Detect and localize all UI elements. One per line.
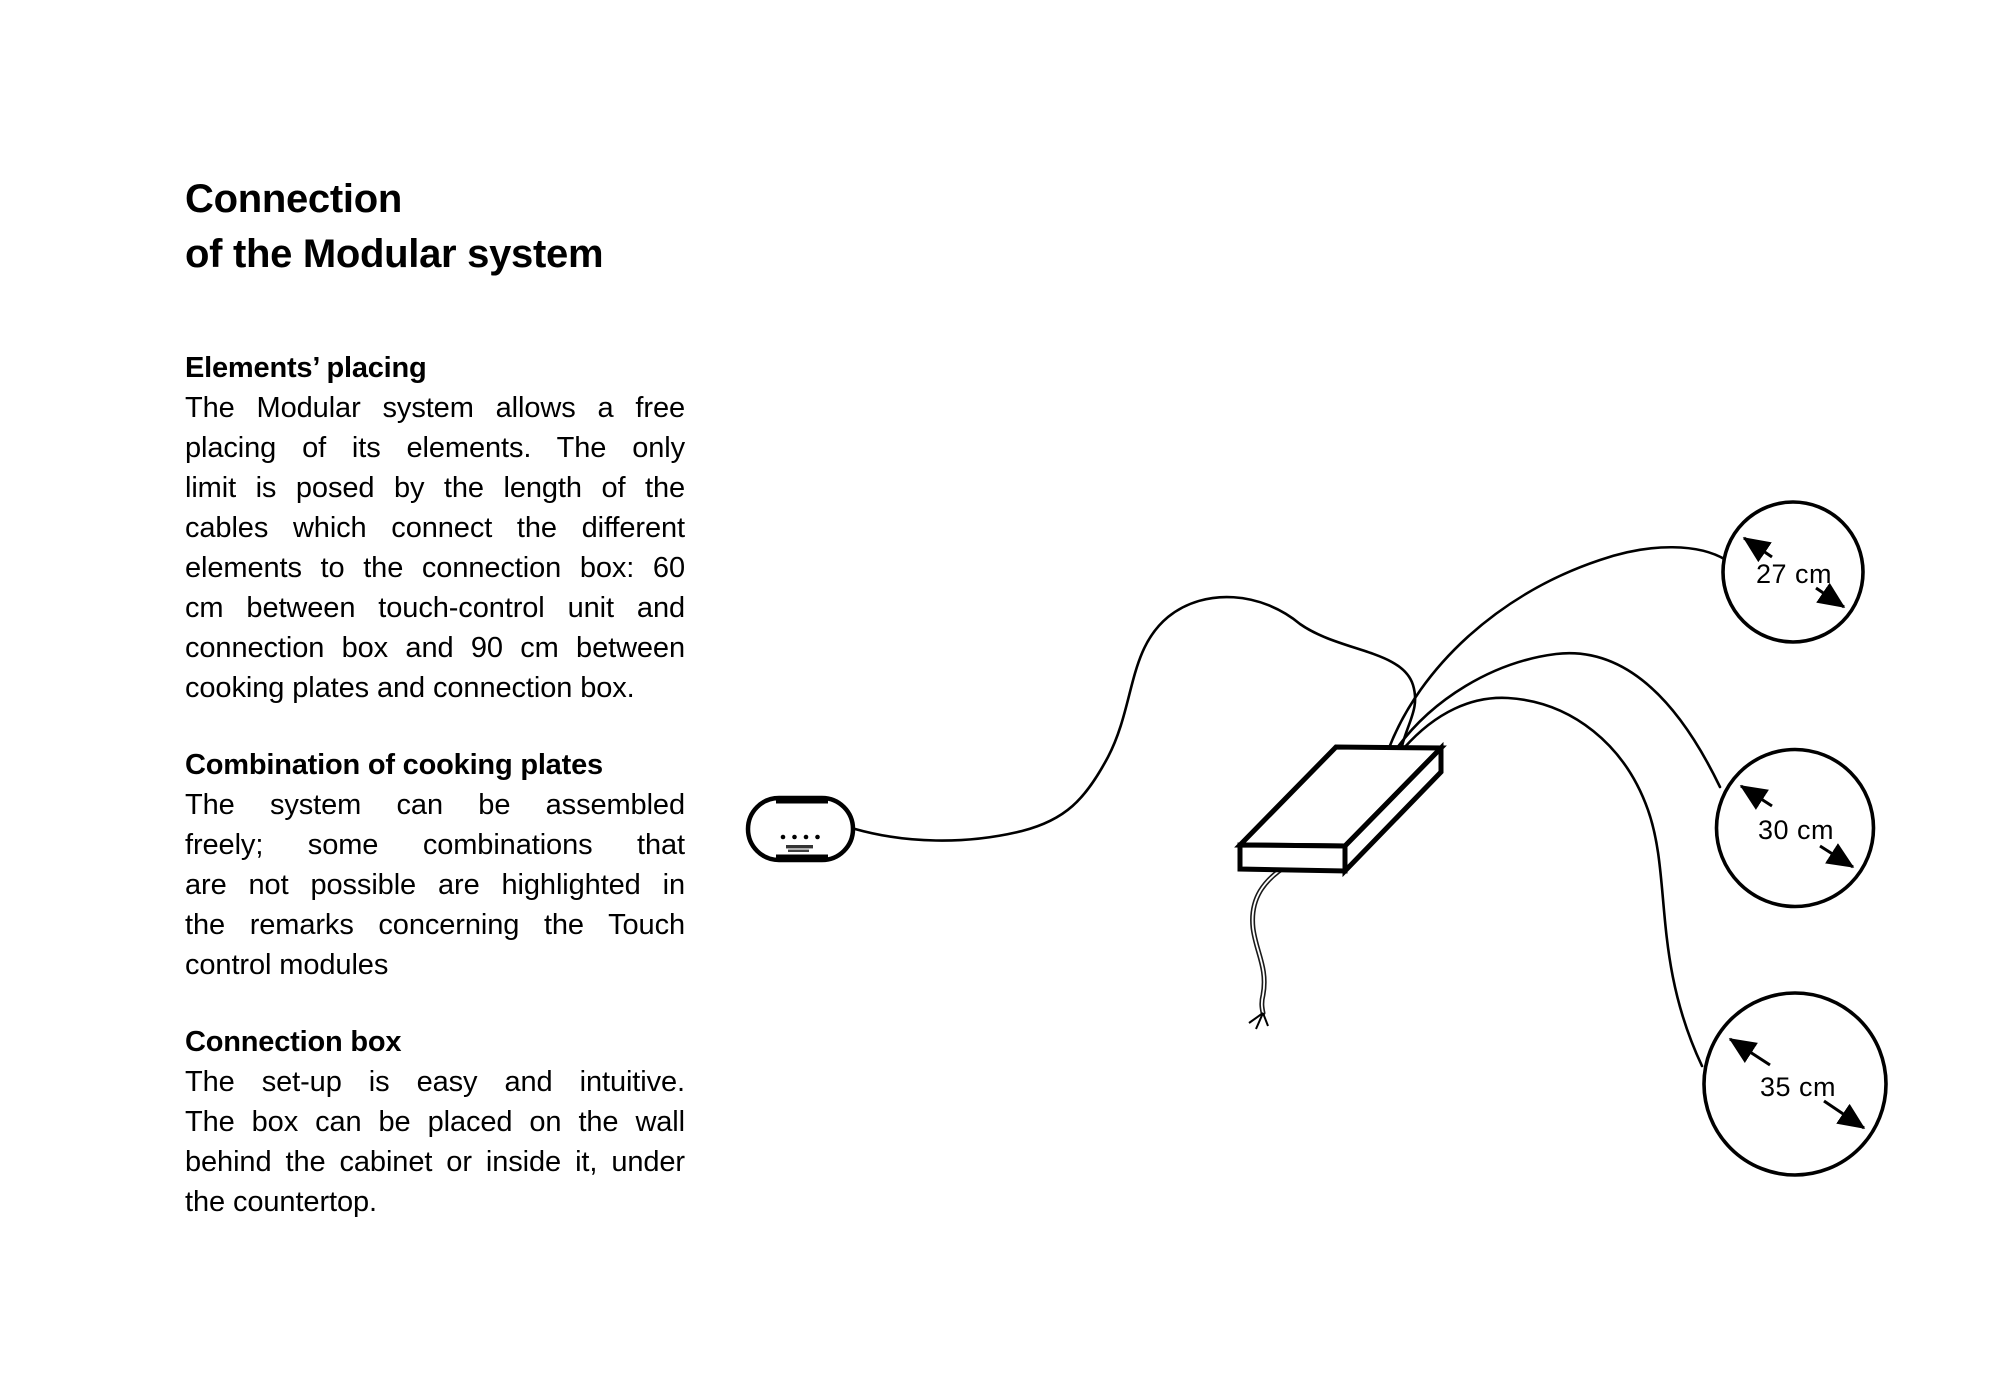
section-heading: Elements’ placing (185, 352, 427, 384)
box-front-face (1240, 845, 1345, 871)
section-heading: Connection box (185, 1026, 402, 1058)
measure-circle-30cm (1717, 750, 1874, 907)
circle-label-35cm: 35 cm (1759, 1072, 1837, 1102)
paragraph-line: connection box and 90 cm between (185, 632, 685, 664)
paragraph-line: The box can be placed on the wall (185, 1106, 685, 1138)
paragraph-line: are not possible are highlighted in (185, 869, 685, 901)
cord-fray (1249, 1013, 1268, 1029)
paragraph-line: The Modular system allows a free (185, 392, 685, 424)
paragraph-line: the countertop. (185, 1186, 377, 1218)
paragraph-line: The system can be assembled (185, 789, 685, 821)
title-line-2: of the Modular system (185, 232, 604, 276)
touch-control-unit (748, 798, 853, 860)
paragraph-line: behind the cabinet or inside it, under (185, 1146, 685, 1178)
measure-circle-35cm (1704, 993, 1886, 1175)
text-section (185, 745, 685, 985)
paragraph-line: cm between touch-control unit and (185, 592, 685, 624)
paragraph-line: cables which connect the different (185, 512, 685, 544)
title-line-1: Connection (185, 177, 402, 221)
paragraph-line: placing of its elements. The only (185, 432, 685, 464)
paragraph-line: freely; some combinations that (185, 829, 685, 861)
text-column (185, 172, 685, 1222)
page-title (185, 172, 685, 282)
measure-circle-27cm (1723, 502, 1863, 642)
connection-box (1240, 747, 1441, 871)
text-sections (185, 348, 685, 1222)
paragraph-line: cooking plates and connection box. (185, 672, 635, 704)
circle-label-30cm: 30 cm (1757, 815, 1835, 845)
paragraph-line: the remarks concerning the Touch (185, 909, 685, 941)
paragraph-line: elements to the connection box: 60 (185, 552, 685, 584)
cable-to-35cm (1404, 698, 1702, 1066)
paragraph-line: limit is posed by the length of the (185, 472, 685, 504)
cable-to-30cm (1397, 653, 1720, 787)
circle-label-27cm: 27 cm (1755, 559, 1833, 589)
paragraph-line: control modules (185, 949, 389, 981)
section-heading: Combination of cooking plates (185, 749, 603, 781)
text-section (185, 1022, 685, 1222)
text-section (185, 348, 685, 708)
diagram-svg (700, 460, 1950, 1220)
paragraph-line: The set-up is easy and intuitive. (185, 1066, 685, 1098)
power-cord (1249, 863, 1291, 1029)
